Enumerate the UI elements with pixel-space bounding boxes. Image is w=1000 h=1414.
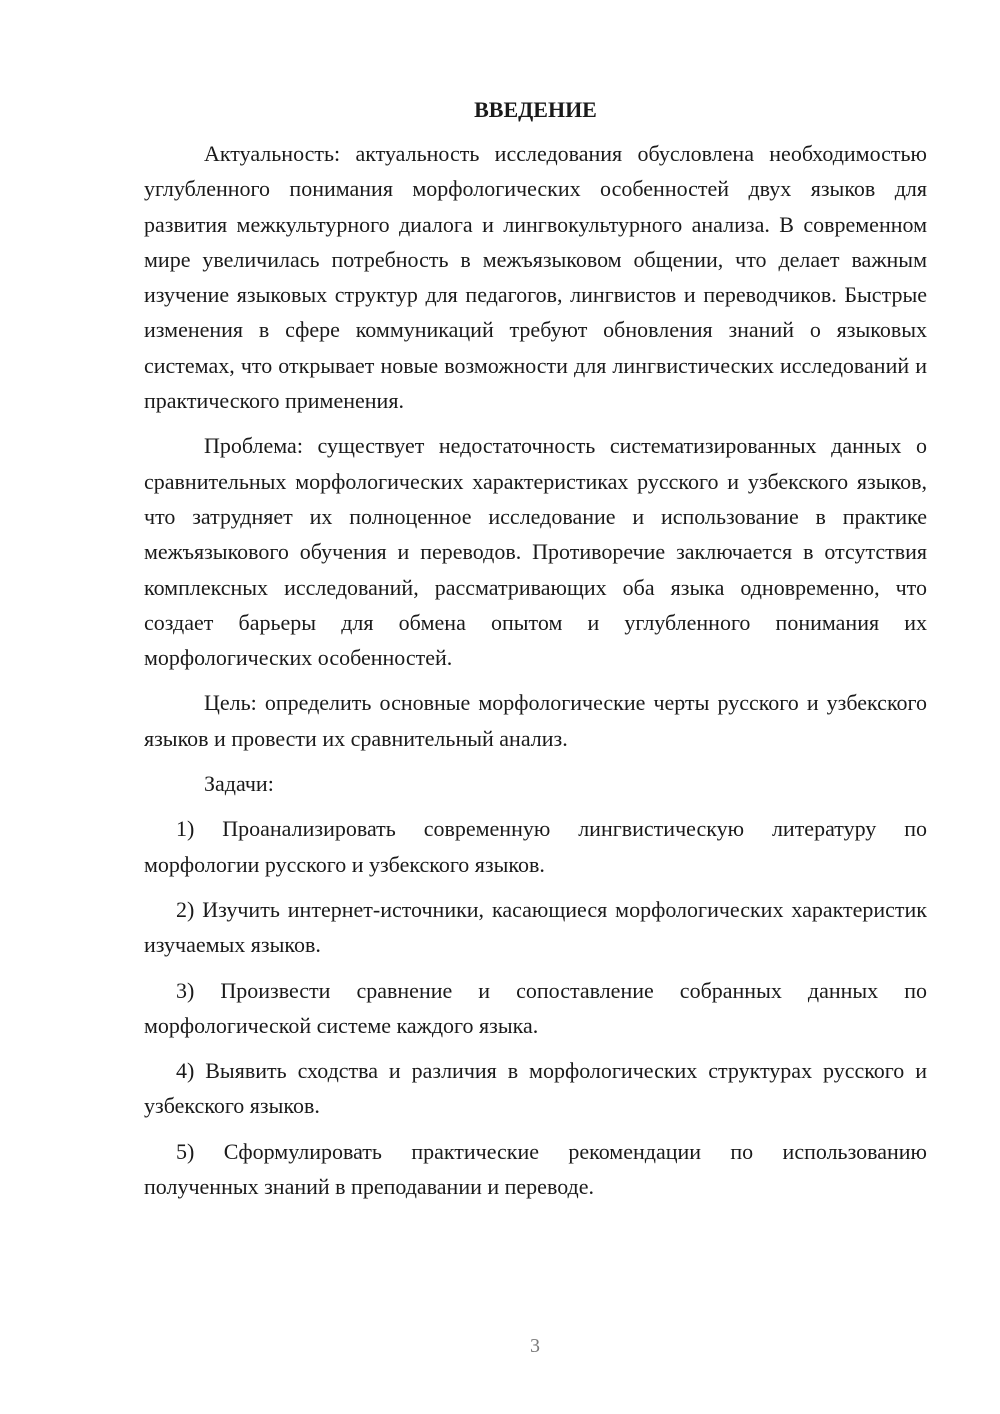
paragraph-problem: Проблема: существует недостаточность систематизированных данных о сравнительных морфологических характеристиках русского и узбекского языков, что затрудняет их полноценное исследование и использование в практике межъязыкового обучения и переводов. Противоречие заключается в отсутствия комплексных исследований, рассматривающих оба языка одновременно, что создает барьеры для обмена опытом и углубленного понимания их морфологических особенностей. [144, 433, 927, 671]
paragraph-relevance: Актуальность: актуальность исследования обусловлена необходимостью углубленного понимания морфологических особенностей двух языков для развития межкультурного диалога и лингвокультурного анализа. В современном мире увеличилась потребность в межъязыковом общении, что делает важным изучение языковых структур для педагогов, лингвистов и переводчиков. Быстрые изменения в сфере коммуникаций требуют обновления знаний о языковых системах, что открывает новые возможности для лингвистических исследований и практического применения. [144, 141, 927, 414]
list-item: 1) Проанализировать современную лингвистическую литературу по морфологии русского и узбекского языков. [144, 816, 927, 877]
tasks-list [144, 811, 927, 1204]
list-item: 5) Сформулировать практические рекомендации по использованию полученных знаний в преподавании и переводе. [144, 1138, 927, 1200]
paragraph-goal: Цель: определить основные морфологические черты русского и узбекского языков и провести их сравнительный анализ. [144, 690, 927, 751]
document-page [144, 96, 927, 1214]
page-number: 3 [530, 1335, 540, 1357]
list-item: 3) Произвести сравнение и сопоставление собранных данных по морфологической системе каждого языка. [144, 977, 927, 1038]
list-item: 2) Изучить интернет-источники, касающиеся морфологических характеристик изучаемых языков. [144, 896, 927, 958]
page-title: ВВЕДЕНИЕ [474, 97, 597, 122]
tasks-label: Задачи: [204, 771, 274, 797]
list-item: 4) Выявить сходства и различия в морфологических структурах русского и узбекского языков. [144, 1058, 927, 1119]
